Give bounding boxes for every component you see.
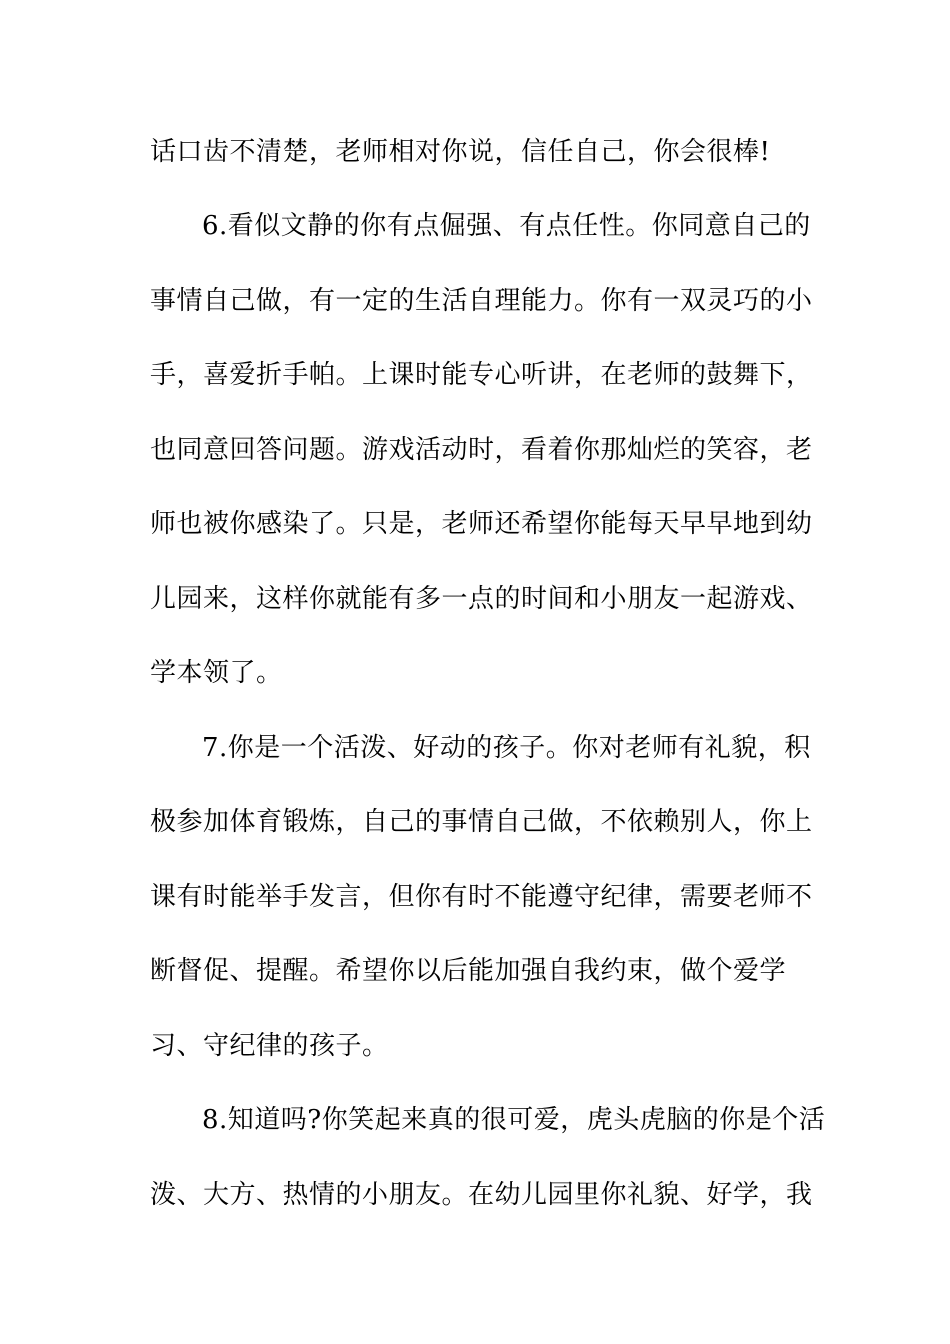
text-line: 师也被你感染了。只是，老师还希望你能每天早早地到幼: [150, 509, 813, 539]
paragraph-6-start: 6.看似文静的你有点倔强、有点任性。你同意自己的: [202, 211, 811, 241]
text-line: 也同意回答问题。游戏活动时，看着你那灿烂的笑容，老: [150, 435, 813, 465]
text-line: 学本领了。: [150, 658, 283, 688]
paragraph-8-start: 8.知道吗?你笑起来真的很可爱，虎头虎脑的你是个活: [202, 1105, 826, 1135]
text-line: 泼、大方、热情的小朋友。在幼儿园里你礼貌、好学，我: [150, 1180, 813, 1210]
paragraph-7-start: 7.你是一个活泼、好动的孩子。你对老师有礼貌，积: [202, 733, 811, 763]
text-line: 习、守纪律的孩子。: [150, 1031, 389, 1061]
text-line: 课有时能举手发言，但你有时不能遵守纪律，需要老师不: [150, 882, 813, 912]
text-line: 手，喜爱折手帕。上课时能专心听讲，在老师的鼓舞下，: [150, 360, 813, 390]
text-line: 极参加体育锻炼，自己的事情自己做，不依赖别人，你上: [150, 807, 813, 837]
text-line: 断督促、提醒。希望你以后能加强自我约束，做个爱学: [150, 956, 787, 986]
text-line: 事情自己做，有一定的生活自理能力。你有一双灵巧的小: [150, 286, 813, 316]
text-line: 儿园来，这样你就能有多一点的时间和小朋友一起游戏、: [150, 584, 813, 614]
text-line: 话口齿不清楚，老师相对你说，信任自己，你会很棒!: [150, 137, 771, 167]
